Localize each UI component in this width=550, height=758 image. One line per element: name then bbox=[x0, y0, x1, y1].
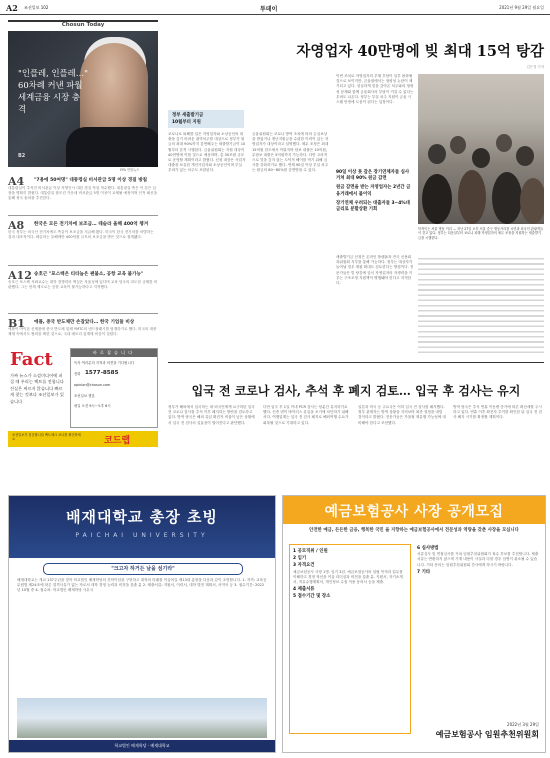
article1-subheads bbox=[336, 170, 414, 216]
index-headline[interactable]: "7용에 50여명" 대통령실 비서관급 5명 이상 경질 방침 bbox=[34, 178, 148, 183]
ad1-slogan: "크고자 하거든 남을 섬기라" bbox=[43, 563, 243, 575]
ad2-section-title: 4 제출서류 bbox=[293, 587, 315, 593]
index-headline[interactable]: 애플, 중국 반도체만 손잡았다… 한국 기업들 비상 bbox=[34, 320, 135, 325]
fact-contact-box bbox=[70, 348, 158, 428]
index-headline[interactable]: 한국은 모든 전기차에 보조금… 테슬라 올해 400억 챙겨 bbox=[34, 222, 149, 227]
article2-column: 정부가 해외에서 입국하는 내·외국인에게 요구하던 입국 전 코로나 검사를 추석 이후 폐지하는 방안을 검토하고 있다. 방역 당국은 해외 유입 확진자 비율이 낮은 상황에서 입국 전 검사의 실효성이 떨어진다고 판단했다. bbox=[168, 405, 255, 425]
article1-column: 코로나로 피해를 입은 자영업자와 소상공인의 대출을 갚기 어려운 취약차주를 대상으로 정부가 원금의 최대 90%까지 감면해주는 새출발기금이 10월부터 본격 시행된다. 금융위원회는 지원 대상이 40만명에 이를 것으로 예상하며, 총 30조원 규모로 운영할 계획이라고 밝혔다. 신청 대상은 사업자 대출을 보유한 개인사업자와 소상공인이며 부실 우려가 있는 차주도 포함된다. bbox=[168, 132, 246, 173]
photo-page-ref: B2 bbox=[18, 153, 26, 159]
article2-column: 일본과 미국 등 주요국은 이미 입국 전 검사를 폐지했다. 정부 관계자는 방역 상황을 지켜보며 최종 결정을 내릴 것이라고 밝혔다. 전문가들은 가을철 재유행 가능성에 대비해야 한다고 조언했다. bbox=[358, 405, 446, 425]
ad2-date: 2022년 3월 29일 bbox=[507, 722, 539, 727]
article1-column: 이번 조치로 자영업자의 부채 부담이 일부 완화될 것으로 보이지만, 금융권에서는 형평성 논란이 제기되고 있다. 성실하게 빚을 갚아온 차주와의 형평성 문제와 함께 금융회사의 부담이 커질 수 있다는 우려도 나온다. 정부는 부실 차주 지원이 금융 시스템 안정에 도움이 된다는 입장이다. bbox=[336, 74, 414, 105]
article1-tag-line1: 정부 새출발기금 bbox=[172, 113, 204, 118]
ad1-title: 배재대학교 총장 초빙 bbox=[66, 508, 218, 526]
email-address[interactable]: opinion@chosun.com bbox=[74, 383, 111, 387]
phone-label: 전화 bbox=[74, 372, 81, 376]
ad2-organization: 예금보험공사 임원추천위원회 bbox=[435, 730, 539, 739]
index-summary: 대통령실이 추석전 비서관급 이상 저명인사 대한 경질 작업 착수했다. 대통령실 측은 이 같은 입장을 명확히 밝혔다. 대통령실 참모진 가운데 비서관급 5명 이상이 교체될 예정이며 인적 쇄신을 통해 정국 돌파를 추진한다. bbox=[8, 186, 158, 200]
service-hours: 평일 오전 9시~오후 6시 bbox=[74, 404, 111, 408]
date-line: 2021년 9월 29일 월요일 bbox=[499, 5, 544, 10]
photo-credit: EPA 연합뉴스 bbox=[120, 168, 140, 172]
page-number: A2 bbox=[6, 3, 18, 13]
divider bbox=[168, 362, 544, 363]
ad2-requirements bbox=[289, 544, 411, 734]
index-code: B1 bbox=[8, 317, 25, 330]
chosun-today-label: Chosun Today bbox=[8, 20, 158, 32]
article1-photo-caption: 북적이는 서울 명동 거리 — 지난 27일 오후 서울 중구 명동거리를 시민과 외국인 관광객들이 걷고 있다. 정부는 다음달부터 코로나 피해 자영업자의 채무 조정을 지원하는 새출발기금을 시행한다. bbox=[418, 227, 544, 240]
ad2-section-title: 7 기타 bbox=[417, 569, 431, 575]
fact-band-logo: 코드랩 bbox=[104, 436, 131, 446]
fact-box-header: 바로잡습니다 bbox=[71, 349, 157, 357]
ad2-section-title: 5 접수기간 및 장소 bbox=[293, 594, 331, 600]
article1-headline[interactable]: 자영업자 40만명에 빚 최대 15억 탕감 bbox=[296, 43, 544, 60]
article1-subhead: 장기연체 우려되는 대출자들 3~4%대 금리로 분할상환 기회 bbox=[336, 200, 410, 213]
paper-name: 조선일보 102 bbox=[24, 5, 49, 10]
fact-logo: Fact bbox=[10, 349, 53, 370]
section-name: 투데이 bbox=[260, 6, 278, 13]
ad2-section-title: 3 자격요건 bbox=[293, 563, 315, 569]
article1-subhead: 90일 이상 못 갚은 장기연체자들 심사 거쳐 최대 90% 원금 감면 bbox=[336, 170, 410, 182]
fact-band-text: 조선일보가 검증합니다 팩트체크 코너를 확인하세요 bbox=[12, 433, 81, 442]
article2-column: 다만 입국 후 1일 이내 PCR 검사는 당분간 유지하기로 했다. 신종 변이 바이러스 유입을 조기에 차단하기 위해서다. 여행업계는 입국 전 검사 폐지로 해외여행 수요가 회복될 것으로 기대하고 있다. bbox=[263, 405, 349, 425]
ad1-subtitle: PAICHAI UNIVERSITY bbox=[75, 532, 209, 539]
photo-caption: "인플레, 인플레…" 60차례 커낸 파월 세계금융 시장 충격 bbox=[18, 68, 88, 114]
divider bbox=[8, 265, 158, 266]
ad2-section-title: 6 심사방법 bbox=[417, 546, 439, 551]
ad2-section-title: 1 공모직위 / 인원 bbox=[293, 549, 328, 554]
divider bbox=[8, 215, 158, 216]
article1-continuation bbox=[418, 258, 544, 356]
ad2-section-body: 예금보험공사 사장 1명. 임기 3년. 예금보험공사의 설립 목적과 업무를 이해하고 경영 혁신을 이끌 리더십과 비전을 갖춘 분. 지원서, 자기소개서, 직무수행계획서, 개인정보 수집 이용 동의서 등을 제출. bbox=[293, 569, 403, 585]
fact-ad[interactable] bbox=[8, 345, 158, 447]
index-code: A8 bbox=[8, 219, 25, 232]
ad2-procedure bbox=[417, 544, 539, 720]
ad2-intro: 안전한 예금, 든든한 금융, 행복한 국민 을 지향하는 예금보험공사에서 전문성과 역량을 갖춘 사장을 모십니다 bbox=[309, 528, 519, 533]
main-photo[interactable] bbox=[8, 31, 158, 167]
index-headline[interactable]: 송호근 "포스텍은 티타늄은 괜불소, 공항 교육 불가능" bbox=[34, 272, 144, 277]
article1-subhead: 원금 감면을 받는 자영업자는 2년간 금융거래에서 불이익 bbox=[336, 185, 411, 197]
ad1-body: 배재대학교는 개교 137주년을 맞아 학교법인 배재학당의 건학이념을 구현하고 대학의 미래를 이끌어갈 제13대 총장을 다음과 같이 초빙합니다. 1. 자격: 교육공무원법 제24조에 따른 결격사유가 없는 자로서 대학 경영 능력과 비전을 갖춘 분 2. 제출서류: 지원서, 이력서, 대학 발전 계획서, 서약서 등 3. 접수기간: 2022년 10월 중 4. 접수처: 학교법인 배재학당 사무국 bbox=[17, 578, 267, 593]
fact-slogan: 가짜 뉴스가 소셜미디어에 퍼질 때 우리는 팩트를 전합니다 진실은 찌르지 않습니다 빠르게 찾는 것보다 조선일보가 있습니다 bbox=[10, 373, 64, 404]
ad1-campus-photo bbox=[17, 698, 267, 738]
article1-byline: 김은정 기자 bbox=[526, 65, 544, 69]
index-summary: 애플이 아이폰 신제품에 중국 반도체 업체 YMTC의 낸드플래시를 탑재하기로 했다. 미국의 대중 제재 속에서도 협력을 택한 것으로, 국내 메모리 업계에 비상이 걸렸다. bbox=[8, 327, 157, 336]
phone-number[interactable]: 1577-8585 bbox=[85, 370, 119, 376]
kdic-ad[interactable] bbox=[282, 495, 546, 753]
kakao-channel[interactable]: 조선일보 챗봇 bbox=[74, 394, 95, 398]
ad2-section-body: 서류심사 및 면접심사를 거쳐 임원추천위원회가 복수 후보를 추천합니다. 제출서류는 반환하지 않으며 기재 내용이 사실과 다를 경우 임명이 취소될 수 있습니다. 기타 문의는 임원추천위원회 간사에게 하시기 바랍니다. bbox=[417, 552, 539, 567]
index-summary: 한국 정부는 외국산 전기차에도 똑같이 보조금을 지급해 왔다. 미국이 한국 전기차를 차별하는 것과 대조적이다. 테슬라는 올해에만 400억원 규모의 보조금을 받은 것으로 집계됐다. bbox=[8, 230, 154, 239]
fact-band[interactable] bbox=[8, 431, 158, 447]
divider bbox=[8, 313, 158, 314]
index-summary: 송호근 포스텍 석좌교수는 대학 경쟁력의 핵심은 자율성에 있다며 교육 당국의 과도한 규제를 비판했다. 그는 현재 제도로는 공항 교육이 불가능하다고 지적했다. bbox=[8, 280, 158, 289]
paichai-ad[interactable] bbox=[8, 495, 276, 753]
ad2-section-title: 2 임기 bbox=[293, 556, 307, 562]
page-header bbox=[0, 0, 550, 15]
index-code: A12 bbox=[8, 269, 32, 282]
article1-tag-line2: 10월부터 지원 bbox=[172, 120, 201, 125]
article1-column: 금융위원회는 코로나 방역 조치에 따라 손실보상을 받았거나 재난지원금을 수령한 이력이 있는 자영업자가 대상이라고 설명했다. 채무 조정은 최대 15억원 한도에서 이뤄지며 담보 대출은 10억원, 무담보 대출은 5억원까지 가능하다. 다만 고의적으로 빚을 갚지 않는 도덕적 해이를 막기 위해 심사를 강화하기로 했다. 연체 90일 이상 부실 차주는 원금의 60~80%를 감면받을 수 있다. bbox=[252, 132, 329, 173]
article2-headline[interactable]: 입국 전 코로나 검사, 추석 후 폐지 검토… 입국 후 검사는 유지 bbox=[191, 384, 521, 398]
fact-box-intro: 독자 여러분의 지적과 의견을 기다립니다 bbox=[74, 361, 134, 365]
article1-photo[interactable] bbox=[418, 74, 544, 224]
article2-column: 방역 당국은 추석 연휴 이동량 증가에 따른 확산세를 주시하고 있다. 연휴 이후 확진자 추이를 확인한 뒤 입국 전 검사 폐지 시기를 확정할 계획이다. bbox=[453, 405, 542, 420]
index-code: A4 bbox=[8, 175, 25, 188]
article1-column: 새출발기금 신청은 온라인 플랫폼과 전국 신용회복위원회 지부를 통해 가능하다. 정부는 대상자가 늘어날 경우 재원 확대도 검토한다는 방침이다. 전문가들은 빚 탕감에 앞서 자영업자의 자생력을 키우는 구조조정 지원책이 병행돼야 한다고 지적한다. bbox=[336, 255, 414, 286]
ad2-title: 예금보험공사 사장 공개모집 bbox=[324, 504, 504, 520]
ad1-footer: 학교법인 배재학당 · 배재대학교 bbox=[9, 740, 275, 752]
